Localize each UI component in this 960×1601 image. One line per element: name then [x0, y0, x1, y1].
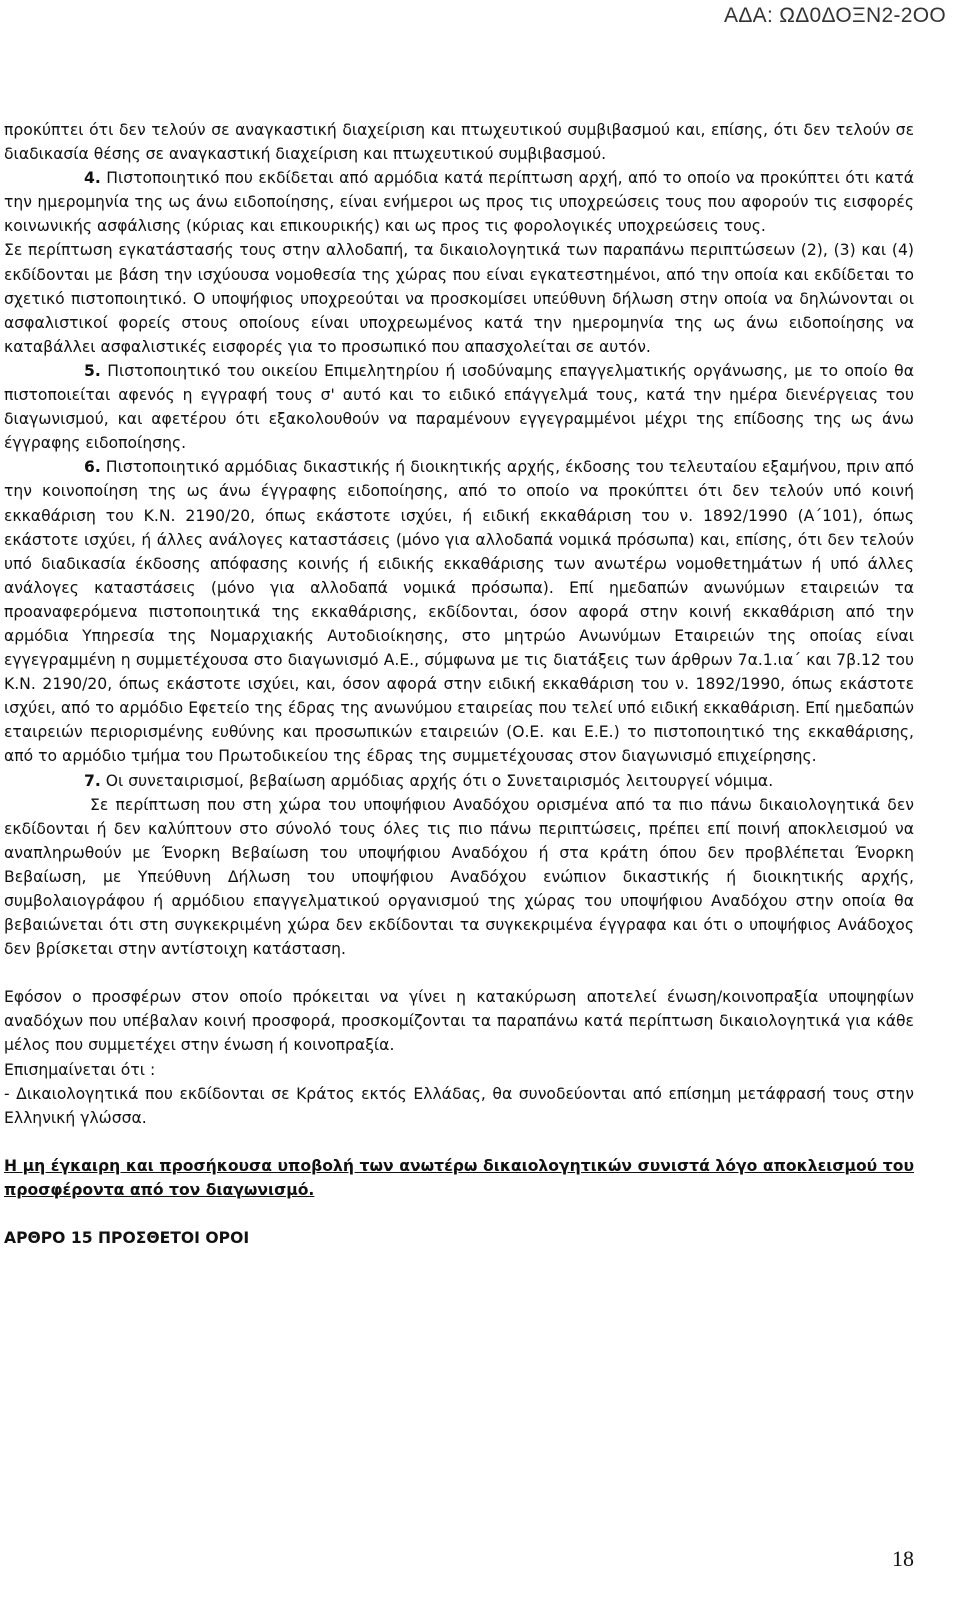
- paragraph-item-7: [4, 769, 914, 793]
- document-body: [4, 118, 914, 1250]
- paragraph: Εφόσον ο προσφέρων στον οποίο πρόκειται να γίνει η κατακύρωση αποτελεί ένωση/κοινοπραξία υποψηφίων αναδόχων που υπέβαλαν κοινή προσφορά, προσκομίζονται τα παραπάνω κατά περίπτωση δικαιολογητικά για κάθε μέλος που συμμετέχει στην ένωση ή κοινοπραξία.: [4, 988, 914, 1055]
- paragraph-item-5: [4, 359, 914, 455]
- ada-code: ΑΔΑ: ΩΔ0ΔΟΞΝ2-2ΟΟ: [724, 4, 946, 27]
- item-text: Πιστοποιητικό αρμόδιας δικαστικής ή διοικητικής αρχής, έκδοσης του τελευταίου εξαμήνου, πριν από την κοινοποίηση της ως άνω έγγραφης ειδοποίησης, από το οποίο να προκύπτει ότι δεν τελούν υπό κοινή εκκαθάριση του Κ.Ν. 2190/20, όπως εκάστοτε ισχύει, ή ειδική εκκαθάριση του ν. 1892/1990 (Α΄101), όπως εκάστοτε ισχύει, ή άλλες ανάλογες καταστάσεις (μόνο για αλλοδαπά νομικά πρόσωπα) και, επίσης, ότι δεν τελούν υπό διαδικασία έκδοσης απόφασης κοινής ή ειδικής εκκαθάρισης των ανωτέρω νομοθετημάτων ή υπό άλλες ανάλογες καταστάσεις (μόνο για αλλοδαπά νομικά πρόσωπα). Επί ημεδαπών ανωνύμων εταιρειών τα προαναφερόμενα πιστοποιητικά της εκκαθάρισης, εκδίδονται, όσον αφορά στην κοινή εκκαθάριση από την αρμόδια Υπηρεσία της Νομαρχιακής Αυτοδιοίκησης, στο μητρώο Ανωνύμων Εταιρειών της οποίας είναι εγγεγραμμένη η συμμετέχουσα στο διαγωνισμό Α.Ε., σύμφωνα με τις διατάξεις των άρθρων 7α.1.ια΄ και 7β.12 του Κ.Ν. 2190/20, όπως εκάστοτε ισχύει, και, όσον αφορά στην ειδική εκκαθάριση του ν. 1892/1990, όπως εκάστοτε ισχύει, από το αρμόδιο Εφετείο της έδρας της ανωνύμου εταιρείας που τελεί υπό ειδική εκκαθάριση. Επί ημεδαπών εταιρειών περιορισμένης ευθύνης και προσωπικών εταιρειών (Ο.Ε. και Ε.Ε.) το πιστοποιητικό της εκκαθάρισης, από το αρμόδιο τμήμα του Πρωτοδικείου της έδρας της συμμετέχουσας στον διαγωνισμό επιχείρησης.: [4, 458, 914, 766]
- paragraph-item-4: [4, 166, 914, 238]
- item-text: Πιστοποιητικό του οικείου Επιμελητηρίου ή ισοδύναμης επαγγελματικής οργάνωσης, με το οποίο θα πιστοποιείται αφενός η εγγραφή τους σ' αυτό και το ειδικό επάγγελμά τους, κατά την ημέρα διενέργειας του διαγωνισμού, και αφετέρου ότι εξακολουθούν να παραμένουν εγγεγραμμένοι μέχρι της επίδοσης της ως άνω έγγραφης ειδοποίησης.: [4, 361, 914, 453]
- paragraph: Επισημαίνεται ότι :: [4, 1060, 156, 1079]
- paragraph: - Δικαιολογητικά που εκδίδονται σε Κράτος εκτός Ελλάδας, θα συνοδεύονται από επίσημη μετάφρασή τους στην Ελληνική γλώσσα.: [4, 1084, 914, 1127]
- item-number: 7.: [84, 771, 101, 790]
- page-number: 18: [892, 1546, 914, 1571]
- item-text: Πιστοποιητικό που εκδίδεται από αρμόδια κατά περίπτωση αρχή, από το οποίο να προκύπτει ότι κατά την ημερομηνία της ως άνω ειδοποίησης, είναι ενήμεροι ως προς τις υποχρεώσεις τους που αφορούν τις εισφορές κοινωνικής ασφάλισης (κύριας και επικουρικής) και ως προς τις φορολογικές υποχρεώσεις τους.: [4, 169, 914, 236]
- paragraph: προκύπτει ότι δεν τελούν σε αναγκαστική διαχείριση και πτωχευτικού συμβιβασμού και, επίσης, ότι δεν τελούν σε διαδικασία θέσης σε αναγκαστική διαχείριση και πτωχευτικού συμβιβασμού.: [4, 121, 914, 164]
- exclusion-notice: Η μη έγκαιρη και προσήκουσα υποβολή των ανωτέρω δικαιολογητικών συνιστά λόγο αποκλεισμού του προσφέροντα από τον διαγωνισμό.: [4, 1156, 914, 1199]
- item-text: Οι συνεταιρισμοί, βεβαίωση αρμόδιας αρχής ότι ο Συνεταιρισμός λειτουργεί νόμιμα.: [100, 771, 774, 790]
- paragraph-item-6: [4, 455, 914, 768]
- item-number: 6.: [84, 458, 101, 477]
- article-heading: ΑΡΘΡΟ 15 ΠΡΟΣΘΕΤΟΙ ΟΡΟΙ: [4, 1229, 250, 1248]
- item-number: 4.: [84, 169, 101, 188]
- paragraph: Σε περίπτωση εγκατάστασής τους στην αλλοδαπή, τα δικαιολογητικά των παραπάνω περιπτώσεων (2), (3) και (4) εκδίδονται με βάση την ισχύουσα νομοθεσία της χώρας που είναι εγκατεστημένοι, από την οποία και εκδίδεται το σχετικό πιστοποιητικό. Ο υποψήφιος υποχρεούται να προσκομίσει υπεύθυνη δήλωση στην οποία να δηλώνονται οι ασφαλιστικοί φορείς στους οποίους είναι υποχρεωμένος κατά την ημερομηνία της ως άνω ειδοποίησης να καταβάλλει ασφαλιστικές εισφορές για το προσωπικό που απασχολείται σε αυτόν.: [4, 241, 914, 356]
- spacer: [4, 1130, 914, 1154]
- spacer: [4, 961, 914, 985]
- paragraph: Σε περίπτωση που στη χώρα του υποψήφιου Αναδόχου ορισμένα από τα πιο πάνω δικαιολογητικά δεν εκδίδονται ή δεν καλύπτουν στο σύνολό τους όλες τις πιο πάνω περιπτώσεις, πρέπει επί ποινή αποκλεισμού να αναπληρωθούν με Ένορκη Βεβαίωση του υποψήφιου Αναδόχου ή στα κράτη όπου δεν προβλέπεται Ένορκη Βεβαίωση, με Υπεύθυνη Δήλωση του υποψήφιου Αναδόχου ενώπιον δικαστικής ή διοικητικής αρχής, συμβολαιογράφου ή αρμόδιου επαγγελματικού οργανισμού της χώρας του υποψήφιου Αναδόχου στην οποία θα βεβαιώνεται ότι στη συγκεκριμένη χώρα δεν εκδίδονται τα συγκεκριμένα έγγραφα και ότι ο υποψήφιος Ανάδοχος δεν βρίσκεται στην αντίστοιχη κατάσταση.: [4, 795, 914, 959]
- item-number: 5.: [84, 361, 101, 380]
